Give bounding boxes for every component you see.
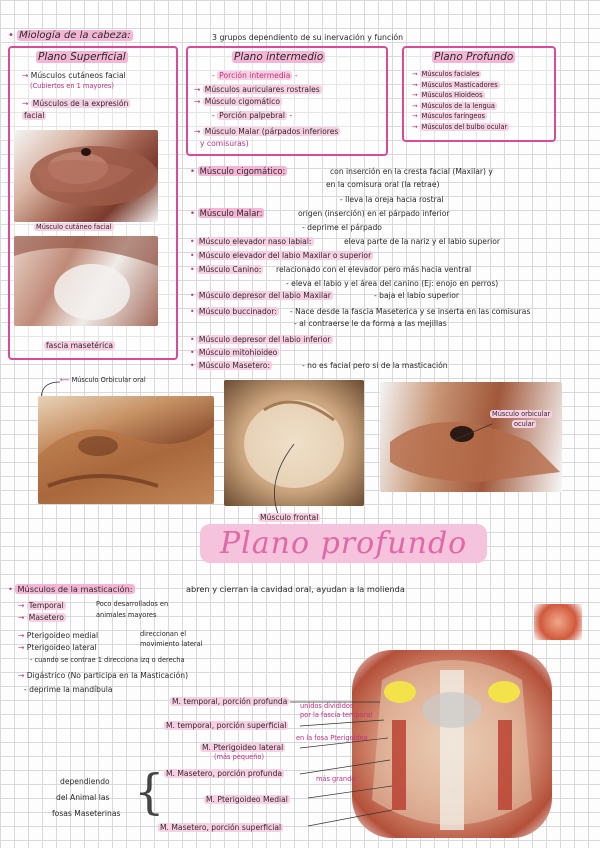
pteri-extra: - cuando se contrae 1 direcciona izq o derecha [30,656,185,664]
cigomatico-3: - lleva la oreja hacia rostral [340,195,444,204]
superficial-heading: Plano Superficial [38,51,126,63]
frontal-pointer [264,440,304,520]
fascia-photo [14,236,158,326]
profundo-item: → Músculos Hioideos [412,91,483,99]
fascia-pteri: en la fosa Pterigoidea [296,734,368,742]
canino-label: • Músculo Canino: [190,265,262,274]
depresor-sup: • Músculo depresor del labio Maxilar [190,291,331,300]
header-title: • Miología de la cabeza: [8,30,131,41]
profundo-item: → Músculos faríngeos [412,112,485,120]
orbicular-ocular-pointer [450,420,496,444]
intermedio-heading: Plano intermedio [234,51,324,63]
leader-lines [280,690,400,840]
label-masetero-sup: M. Masetero, porción superficial [160,823,282,832]
porcion-palpebral: - Porción palpebral - [212,111,293,120]
depresor-sup-desc: - baja el labio superior [374,291,460,300]
pteri-lateral-item: → Pterigoideo lateral [18,643,97,652]
profundo-item: → Músculos de la lengua [412,101,495,110]
superficial-item2: → Músculos de la expresión [22,99,129,108]
profundo-item: → Músculos Masticadores [412,80,498,89]
temporal-item: → Temporal [18,601,64,610]
unidos-2: por la fascia temporal [300,711,373,719]
buccinador-label: • Músculo buccinador: [190,307,277,316]
small-head-illustration [534,604,582,640]
pteri-medial-item: → Pterigoideo medial [18,631,99,640]
cigomatico-1: con inserción en la cresta facial (Maxilar) y [330,167,493,176]
elevador-naso: • Músculo elevador naso labial: [190,237,312,246]
header-subtitle: 3 grupos dependiento de su inervación y función [212,33,404,42]
label-temporal-sup: M. temporal, porción superficial [166,721,287,730]
orbicular-oral-label: ⟵ Músculo Orbicular oral [60,376,146,384]
cigomatico-2: en la comisura oral (la retrae) [326,180,440,189]
temp-note-2: animales mayores [96,611,157,619]
photo1-caption: Músculo cutáneo facial [36,223,112,231]
cigomatico-label: • Músculo cigomático: [190,166,286,176]
malar-1: origen (inserción) en el párpado inferior [298,209,450,218]
orbicular-oral-photo [38,396,214,504]
digastrico-desc: - deprime la mandíbula [24,685,113,694]
digastrico-item: → Digástrico (No participa en la Masticación) [18,671,189,680]
label-masetero-prof: M. Masetero, porción profunda [166,769,283,778]
elevador-labio: • Músculo elevador del labio Maxilar o superior [190,251,372,260]
dep-1: dependiendo [60,777,110,786]
profundo-item: → Músculos del bulbo ocular [412,122,508,131]
section2-title: Plano profundo [200,526,487,561]
masetero-label: • Músculo Masetero: [190,361,271,370]
superficial-item1: → Músculos cutáneos facial [22,71,126,80]
intermedio-item3: → Músculo Malar (párpados inferiores [194,127,339,136]
orbicular-oral-illustration [38,396,214,504]
fascia-illustration [14,236,158,326]
orbicular-ocular-label-1: Músculo orbicular [492,410,551,418]
superficial-item1-note: (Cubiertos en 1 mayores) [30,82,114,90]
pteri-note-2: movimiento lateral [140,640,203,648]
frontal-caption: Músculo frontal [260,513,319,522]
profundo-heading: Plano Profundo [434,51,514,63]
intermedio-item1: → Músculos auriculares rostrales [194,85,320,94]
pteri-note-1: direccionan el [140,630,187,638]
masetero-item: → Masetero [18,613,64,622]
superficial-item2b: facial [24,111,45,120]
pteri-muy: más grande [316,775,356,783]
malar-2: - deprime el párpado [302,223,382,232]
mastic-label: • Músculos de la masticación: [8,584,133,594]
intermedio-item3b: y comisuras) [200,139,249,148]
horse-head-illustration [14,130,158,222]
depresor-inf: • Músculo depresor del labio inferior [190,335,331,344]
dep-3: fosas Maseterinas [52,809,121,818]
mitohioideo: • Músculo mitohioideo [190,348,278,357]
porcion-intermedia: - Porción intermedia - [212,71,298,80]
orbicular-ocular-label-2: ocular [514,420,535,428]
intermedio-item2: → Músculo cigomático [194,97,280,106]
buccinador-1: - Nace desde la fascia Maseterica y se inserta en las comisuras [290,307,531,316]
buccinador-2: - al contraerse le da forma a las mejillas [294,319,447,328]
temp-note-1: Poco desarrollados en [96,600,169,608]
mastic-desc: abren y cierran la cavidad oral, ayudan a la molienda [186,584,405,594]
brace: { [134,764,165,820]
canino-2: - eleva el labio y el área del canino (Ej: enojo en perros) [286,279,499,288]
label-pteri-lat: M. Pterigoideo lateral [202,743,284,752]
profundo-item: → Músculos faciales [412,70,480,78]
label-pteri-med: M. Pterigoideo Medial [206,795,288,804]
elevador-naso-desc: eleva parte de la nariz y el labio superior [344,237,500,246]
masetero-desc: - no es facial pero si de la masticación [302,361,448,370]
label-temporal-prof: M. temporal, porción profunda [172,697,288,706]
canino-1: relacionado con el elevador pero más hacia ventral [276,265,472,274]
photo2-caption: fascia masetérica [46,341,114,350]
horse-head-photo [14,130,158,222]
unidos-1: unidos divididos [300,702,354,710]
malar-label: • Músculo Malar: [190,208,263,218]
label-pteri-lat-note: (más pequeño) [214,753,265,761]
dep-2: del Animal las [56,793,110,802]
